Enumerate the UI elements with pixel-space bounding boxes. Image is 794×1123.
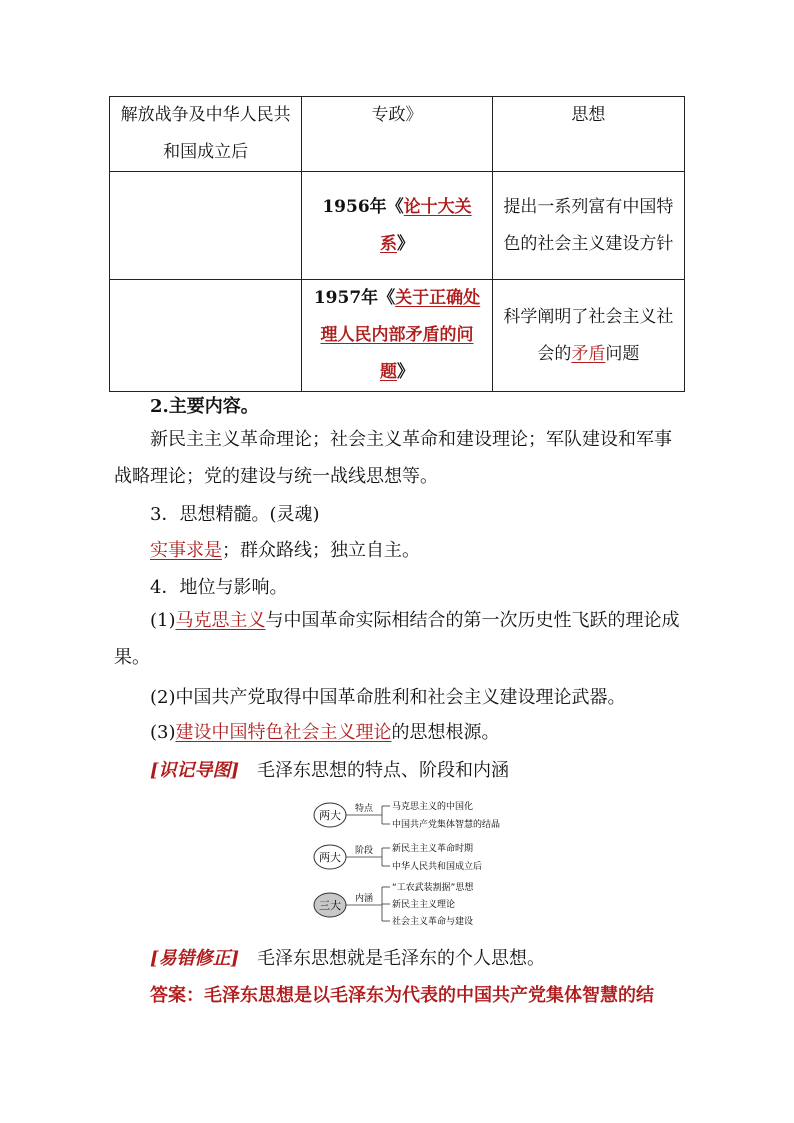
answer-highlight: 论十大关系	[379, 196, 472, 254]
answer-highlight: 关于正确处理人民内部矛盾的问题	[320, 288, 481, 382]
correction-text: 毛泽东思想就是毛泽东的个人思想。	[257, 948, 546, 969]
list-item	[114, 602, 684, 676]
cell-text: 问题	[605, 343, 640, 364]
answer-highlight: 矛盾	[571, 343, 606, 364]
branch-item: 马克思主义的中国化	[392, 802, 474, 812]
table-row	[110, 97, 685, 172]
section-tag: [易错修正]	[150, 948, 240, 969]
edge-label: 内涵	[354, 894, 374, 904]
list-item	[150, 718, 500, 744]
cell-text: 科学阐明了社会主义社会的	[503, 306, 674, 364]
node-label: 两大	[319, 851, 341, 864]
branch-item: 中国共产党集体智慧的结晶	[392, 820, 501, 830]
history-table	[109, 96, 685, 392]
answer-highlight: 实事求是	[150, 540, 222, 561]
table-cell	[302, 280, 492, 392]
section-tag: [识记导图]	[150, 760, 240, 781]
table-cell	[302, 172, 492, 280]
edge-label: 特点	[354, 804, 374, 814]
table-cell	[492, 280, 684, 392]
cell-text: 1956年《	[322, 196, 404, 217]
item-number: (1)	[150, 610, 176, 631]
answer-text: 毛泽东思想是以毛泽东为代表的中国共产党集体智慧的结	[204, 985, 654, 1006]
table-cell	[110, 280, 302, 392]
paragraph-text: 的思想根源。	[391, 722, 500, 743]
table-row	[110, 172, 685, 280]
paragraph	[150, 536, 420, 562]
item-number: (3)	[150, 722, 176, 743]
node-label: 三大	[319, 899, 341, 912]
table-cell	[492, 172, 684, 280]
answer-highlight: 马克思主义	[175, 610, 266, 631]
cell-text: 》	[396, 233, 414, 254]
memory-map-heading	[150, 756, 509, 782]
table-row	[110, 280, 685, 392]
paragraph: 新民主主义革命理论；社会主义革命和建设理论；军队建设和军事战略理论；党的建设与统一战线思想等。	[114, 429, 672, 487]
branch-item: “工农武装割据”思想	[392, 883, 474, 893]
cell-text: 思想	[571, 105, 606, 125]
mind-map-diagram	[310, 795, 530, 930]
paragraph-text: 与中国革命实际相结合的第一次历史性飞跃的理论成果。	[114, 610, 680, 668]
answer-highlight: 建设中国特色社会主义理论	[175, 722, 392, 743]
table-cell	[492, 97, 684, 172]
cell-text: 专政》	[371, 105, 423, 125]
section-heading: 4．地位与影响。	[150, 577, 288, 598]
branch-item: 新民主主义理论	[392, 900, 456, 910]
node-label: 两大	[319, 809, 341, 822]
branch-item: 新民主主义革命时期	[392, 844, 474, 854]
section-heading: 3．思想精髓。(灵魂)	[150, 504, 320, 525]
cell-text: 解放战争及中华人民共和国成立后	[120, 105, 291, 162]
section-heading: 2.主要内容。	[150, 396, 259, 417]
memory-map-title: 毛泽东思想的特点、阶段和内涵	[257, 760, 510, 781]
branch-item: 社会主义革命与建设	[392, 917, 474, 927]
branch-item: 中华人民共和国成立后	[392, 862, 483, 872]
edge-label: 阶段	[354, 846, 374, 856]
list-item: (2)中国共产党取得中国革命胜利和社会主义建设理论武器。	[150, 687, 626, 708]
answer-label: 答案：	[150, 985, 204, 1006]
table-cell	[302, 97, 492, 172]
table-cell	[110, 97, 302, 172]
cell-text: 1957年《	[313, 288, 396, 308]
paragraph-text: ；群众路线；独立自主。	[222, 540, 420, 561]
cell-text: 提出一系列富有中国特色的社会主义建设方针	[503, 196, 674, 254]
cell-text: 》	[396, 362, 414, 382]
table-cell	[110, 172, 302, 280]
answer-line	[150, 981, 654, 1007]
correction-line	[150, 944, 545, 970]
